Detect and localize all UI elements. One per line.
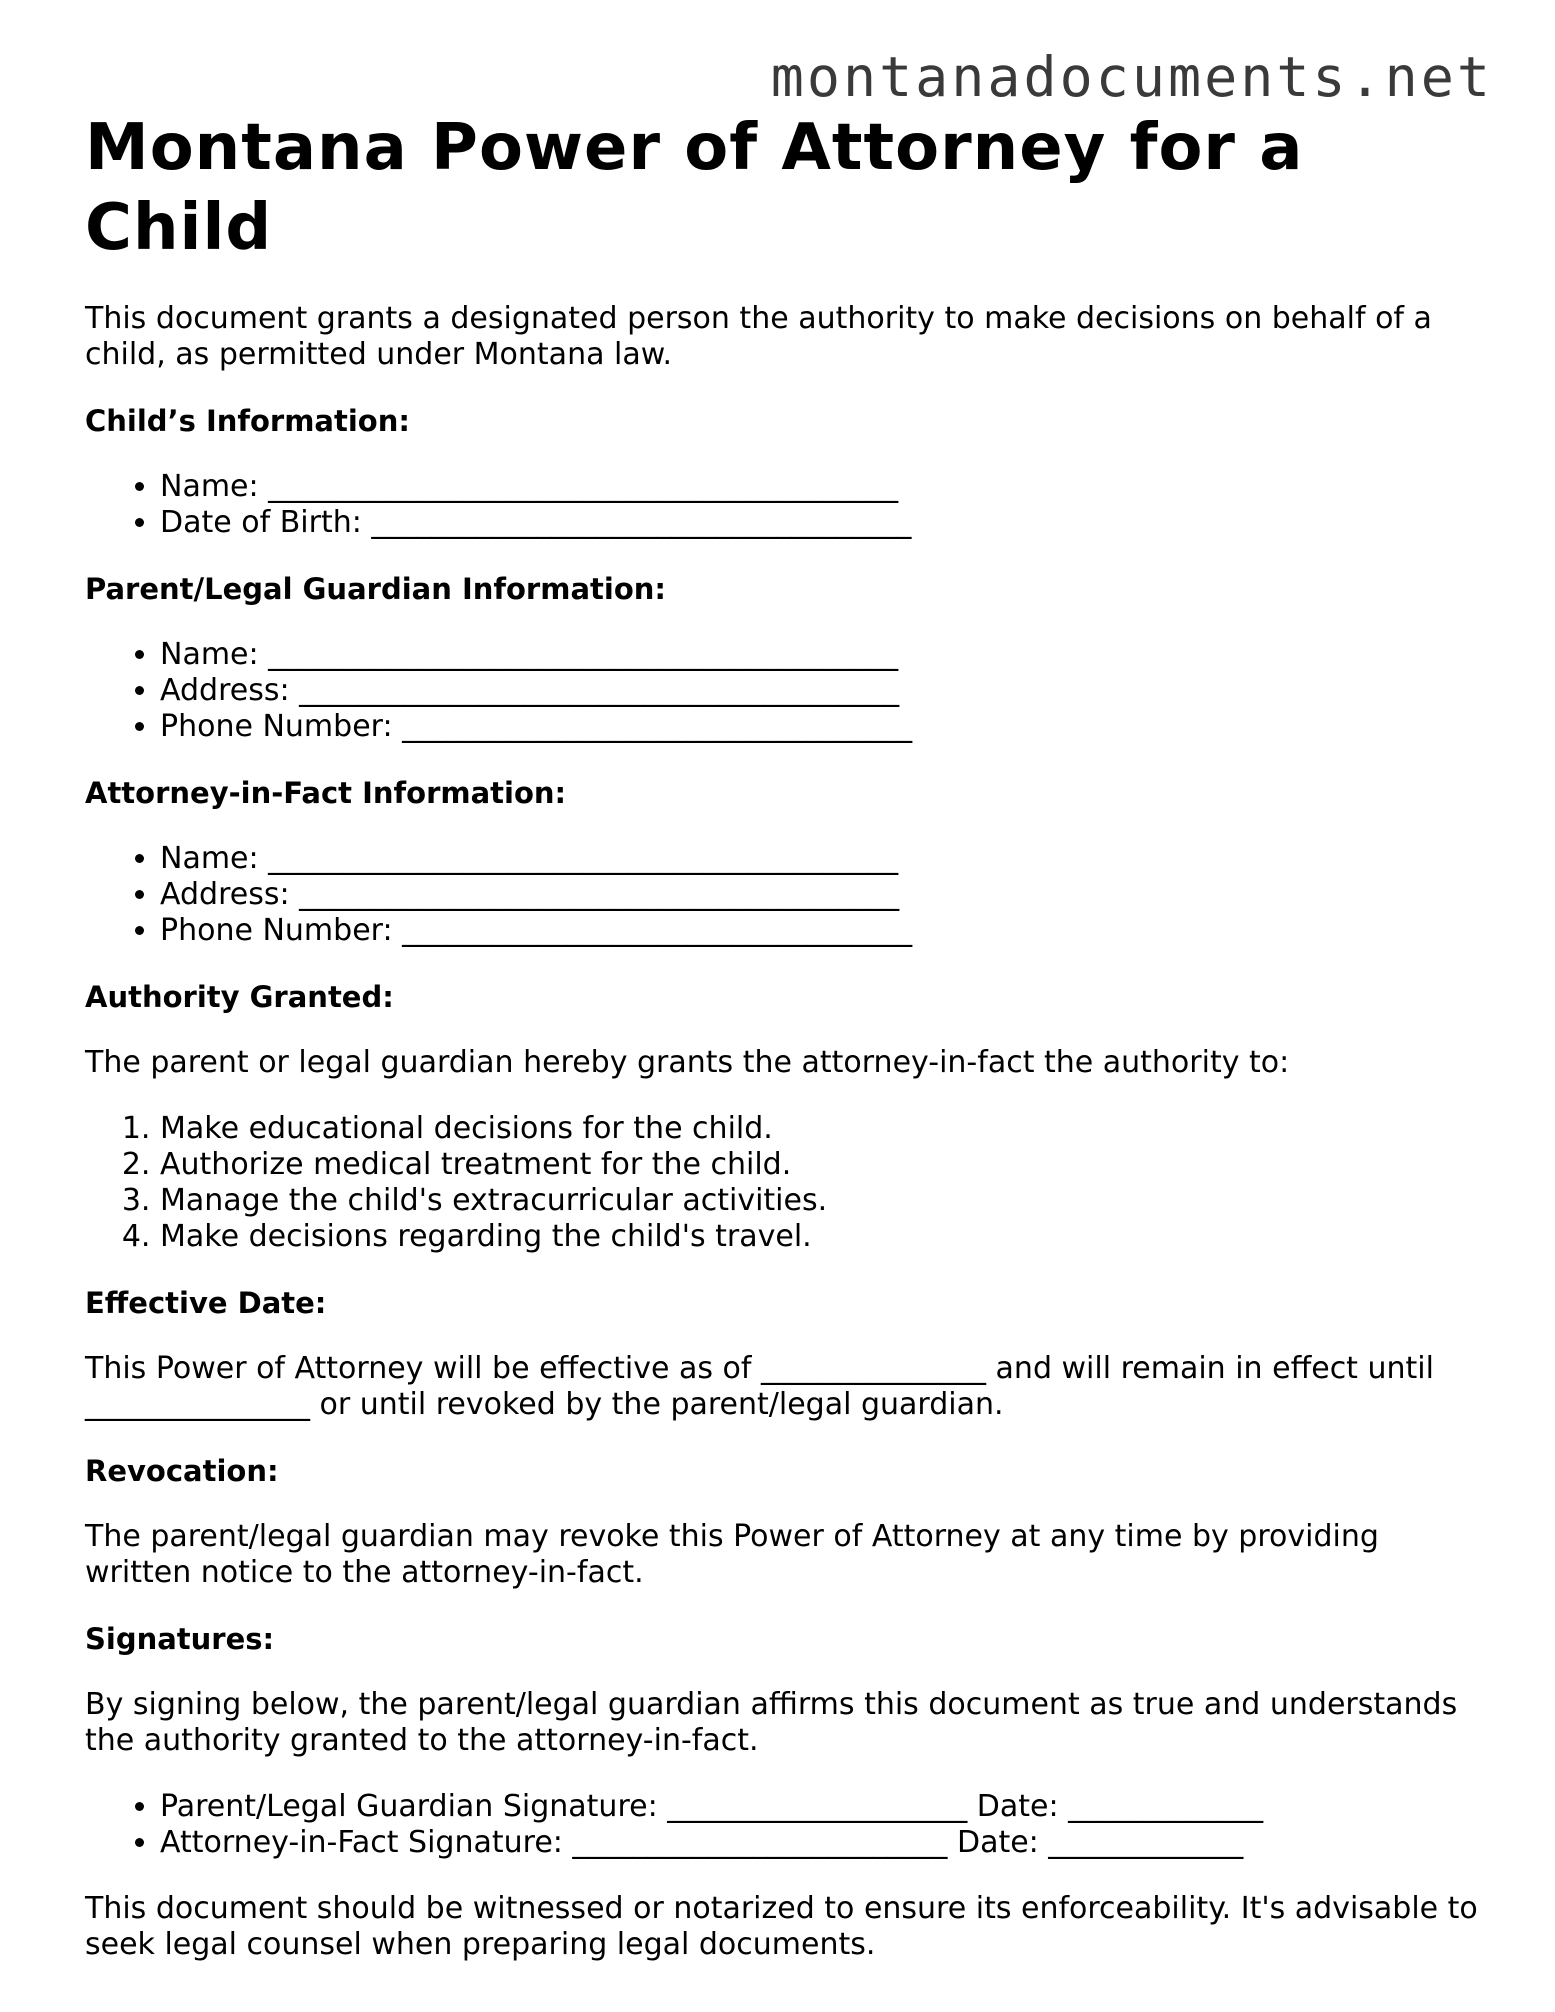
parent-info-list [85, 637, 1485, 745]
authority-item: 3. Manage the child's extracurricular activities. [160, 1183, 1485, 1219]
authority-item: 4. Make decisions regarding the child's travel. [160, 1219, 1485, 1255]
child-info-list [85, 469, 1485, 541]
parent-phone-field: • Phone Number: __________________________________ [160, 709, 1485, 745]
intro-paragraph: This document grants a designated person the authority to make decisions on behalf of a child, as permitted under Montana law. [85, 301, 1432, 372]
signatures-heading: Signatures: [85, 1622, 275, 1656]
authority-item: 1. Make educational decisions for the child. [160, 1111, 1485, 1147]
effective-date-heading: Effective Date: [85, 1286, 327, 1320]
parent-signature-line: • Parent/Legal Guardian Signature: ____________________ Date: _____________ [160, 1789, 1485, 1825]
parent-info-heading: Parent/Legal Guardian Information: [85, 572, 666, 606]
attorney-name-field: • Name: __________________________________________ [160, 841, 1485, 877]
authority-heading: Authority Granted: [85, 980, 394, 1014]
revocation-heading: Revocation: [85, 1454, 279, 1488]
child-name-field: • Name: __________________________________________ [160, 469, 1485, 505]
signatures-paragraph: By signing below, the parent/legal guardian affirms this document as true and understands the authority granted to the attorney-in-fact. [85, 1687, 1458, 1758]
child-dob-field: • Date of Birth: ____________________________________ [160, 505, 1485, 541]
authority-paragraph: The parent or legal guardian hereby grants the attorney-in-fact the authority to: [85, 1045, 1290, 1080]
authority-item: 2. Authorize medical treatment for the child. [160, 1147, 1485, 1183]
closing-paragraph: This document should be witnessed or notarized to ensure its enforceability. It's advisable to seek legal counsel when preparing legal documents. [85, 1891, 1478, 1962]
parent-name-field: • Name: __________________________________________ [160, 637, 1485, 673]
attorney-phone-field: • Phone Number: __________________________________ [160, 913, 1485, 949]
document-page [85, 108, 1485, 1963]
page-title: Montana Power of Attorney for a Child [85, 111, 1304, 265]
attorney-signature-line: • Attorney-in-Fact Signature: _________________________ Date: _____________ [160, 1825, 1485, 1861]
authority-list [85, 1111, 1485, 1255]
revocation-paragraph: The parent/legal guardian may revoke this Power of Attorney at any time by providing written notice to the attorney-in-fact. [85, 1519, 1379, 1590]
signature-lines [85, 1789, 1485, 1861]
attorney-info-list [85, 841, 1485, 949]
parent-address-field: • Address: ________________________________________ [160, 673, 1485, 709]
attorney-address-field: • Address: ________________________________________ [160, 877, 1485, 913]
watermark: montanadocuments.net [770, 45, 1493, 109]
attorney-info-heading: Attorney-in-Fact Information: [85, 776, 567, 810]
effective-date-paragraph: This Power of Attorney will be effective as of _______________ and will remain in effect until _______________ or until revoked by the parent/legal guardian. [85, 1351, 1434, 1422]
child-info-heading: Child’s Information: [85, 404, 410, 438]
